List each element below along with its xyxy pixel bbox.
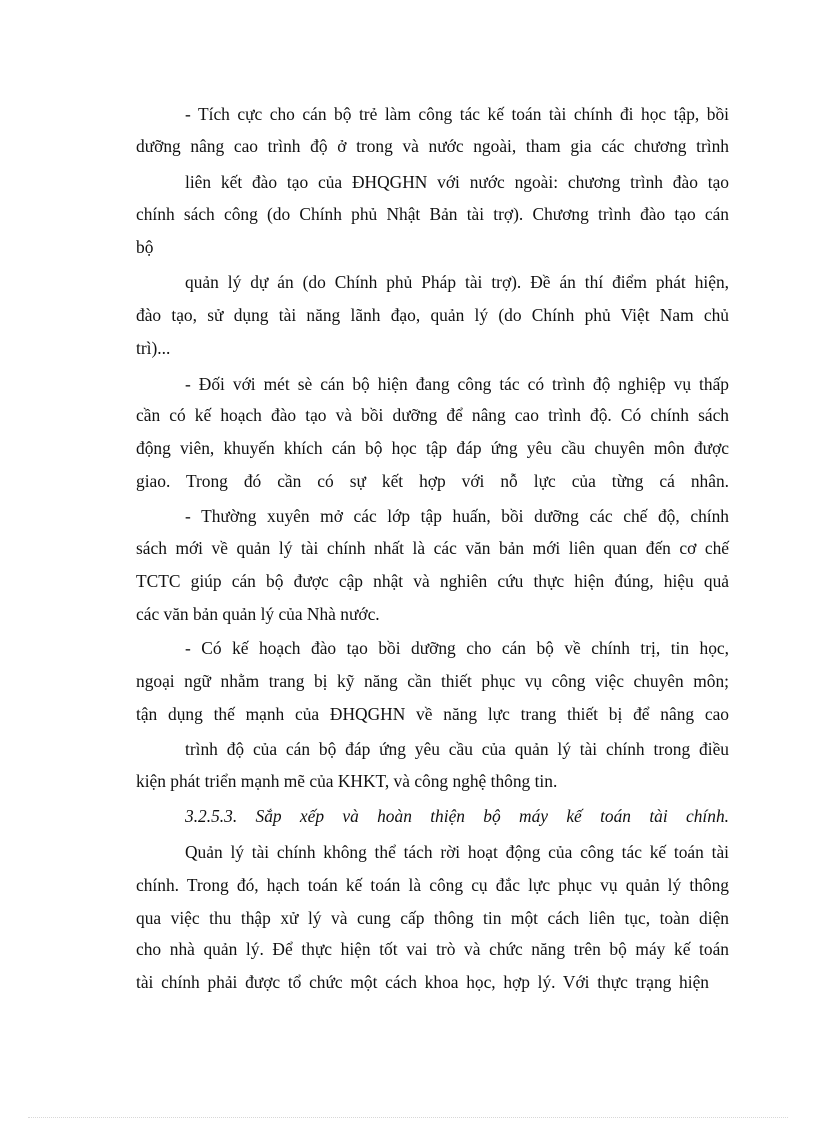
text-line: các văn bản quản lý của Nhà nước. — [136, 604, 380, 624]
page-divider — [28, 1117, 788, 1118]
text-line: trì)... — [136, 338, 171, 358]
text-line: đào tạo, sử dụng tài năng lãnh đạo, quản lý (do Chính phủ Việt Nam chủ — [136, 305, 729, 325]
text-line: liên kết đào tạo của ĐHQGHN với nước ngoài: chương trình đào tạo — [185, 172, 729, 192]
text-line: giao. Trong đó cần có sự kết hợp với nỗ lực của từng cá nhân. — [136, 471, 729, 491]
text-line: dưỡng nâng cao trình độ ở trong và nước ngoài, tham gia các chương trình — [136, 136, 729, 156]
text-line: tận dụng thế mạnh của ĐHQGHN về năng lực trang thiết bị để nâng cao — [136, 704, 729, 724]
text-line: qua việc thu thập xử lý và cung cấp thông tin một cách liên tục, toàn diện — [136, 908, 729, 928]
text-line: sách mới về quản lý tài chính nhất là các văn bản mới liên quan đến cơ chế — [136, 538, 729, 558]
text-line: TCTC giúp cán bộ được cập nhật và nghiên cứu thực hiện đúng, hiệu quả — [136, 571, 729, 591]
text-line: chính. Trong đó, hạch toán kế toán là công cụ đắc lực phục vụ quản lý thông — [136, 875, 729, 895]
text-line: động viên, khuyến khích cán bộ học tập đáp ứng yêu cầu chuyên môn được — [136, 438, 729, 458]
text-line: bộ — [136, 237, 154, 257]
text-line: - Có kế hoạch đào tạo bồi dưỡng cho cán bộ về chính trị, tin học, — [185, 638, 729, 658]
text-line: - Tích cực cho cán bộ trẻ làm công tác kế toán tài chính đi học tập, bồi — [185, 104, 729, 124]
text-line: - Đối với mét sè cán bộ hiện đang công tác có trình độ nghiệp vụ thấp — [185, 374, 729, 394]
text-line: - Thường xuyên mở các lớp tập huấn, bồi dưỡng các chế độ, chính — [185, 506, 729, 526]
text-line: tài chính phải được tổ chức một cách khoa học, hợp lý. Với thực trạng hiện — [136, 972, 709, 992]
section-heading: 3.2.5.3. Sắp xếp và hoàn thiện bộ máy kế toán tài chính. — [185, 806, 729, 826]
text-line: cho nhà quản lý. Để thực hiện tốt vai trò và chức năng trên bộ máy kế toán — [136, 939, 729, 959]
text-line: chính sách công (do Chính phủ Nhật Bản tài trợ). Chương trình đào tạo cán — [136, 204, 729, 224]
text-line: ngoại ngữ nhằm trang bị kỹ năng cần thiết phục vụ công việc chuyên môn; — [136, 671, 729, 691]
text-line: quản lý dự án (do Chính phủ Pháp tài trợ). Đề án thí điểm phát hiện, — [185, 272, 729, 292]
text-line: kiện phát triển mạnh mẽ của KHKT, và công nghệ thông tin. — [136, 771, 558, 791]
text-line: trình độ của cán bộ đáp ứng yêu cầu của quản lý tài chính trong điều — [185, 739, 729, 759]
text-line: cần có kế hoạch đào tạo và bồi dưỡng để nâng cao trình độ. Có chính sách — [136, 405, 729, 425]
text-line: Quản lý tài chính không thể tách rời hoạt động của công tác kế toán tài — [185, 842, 729, 862]
